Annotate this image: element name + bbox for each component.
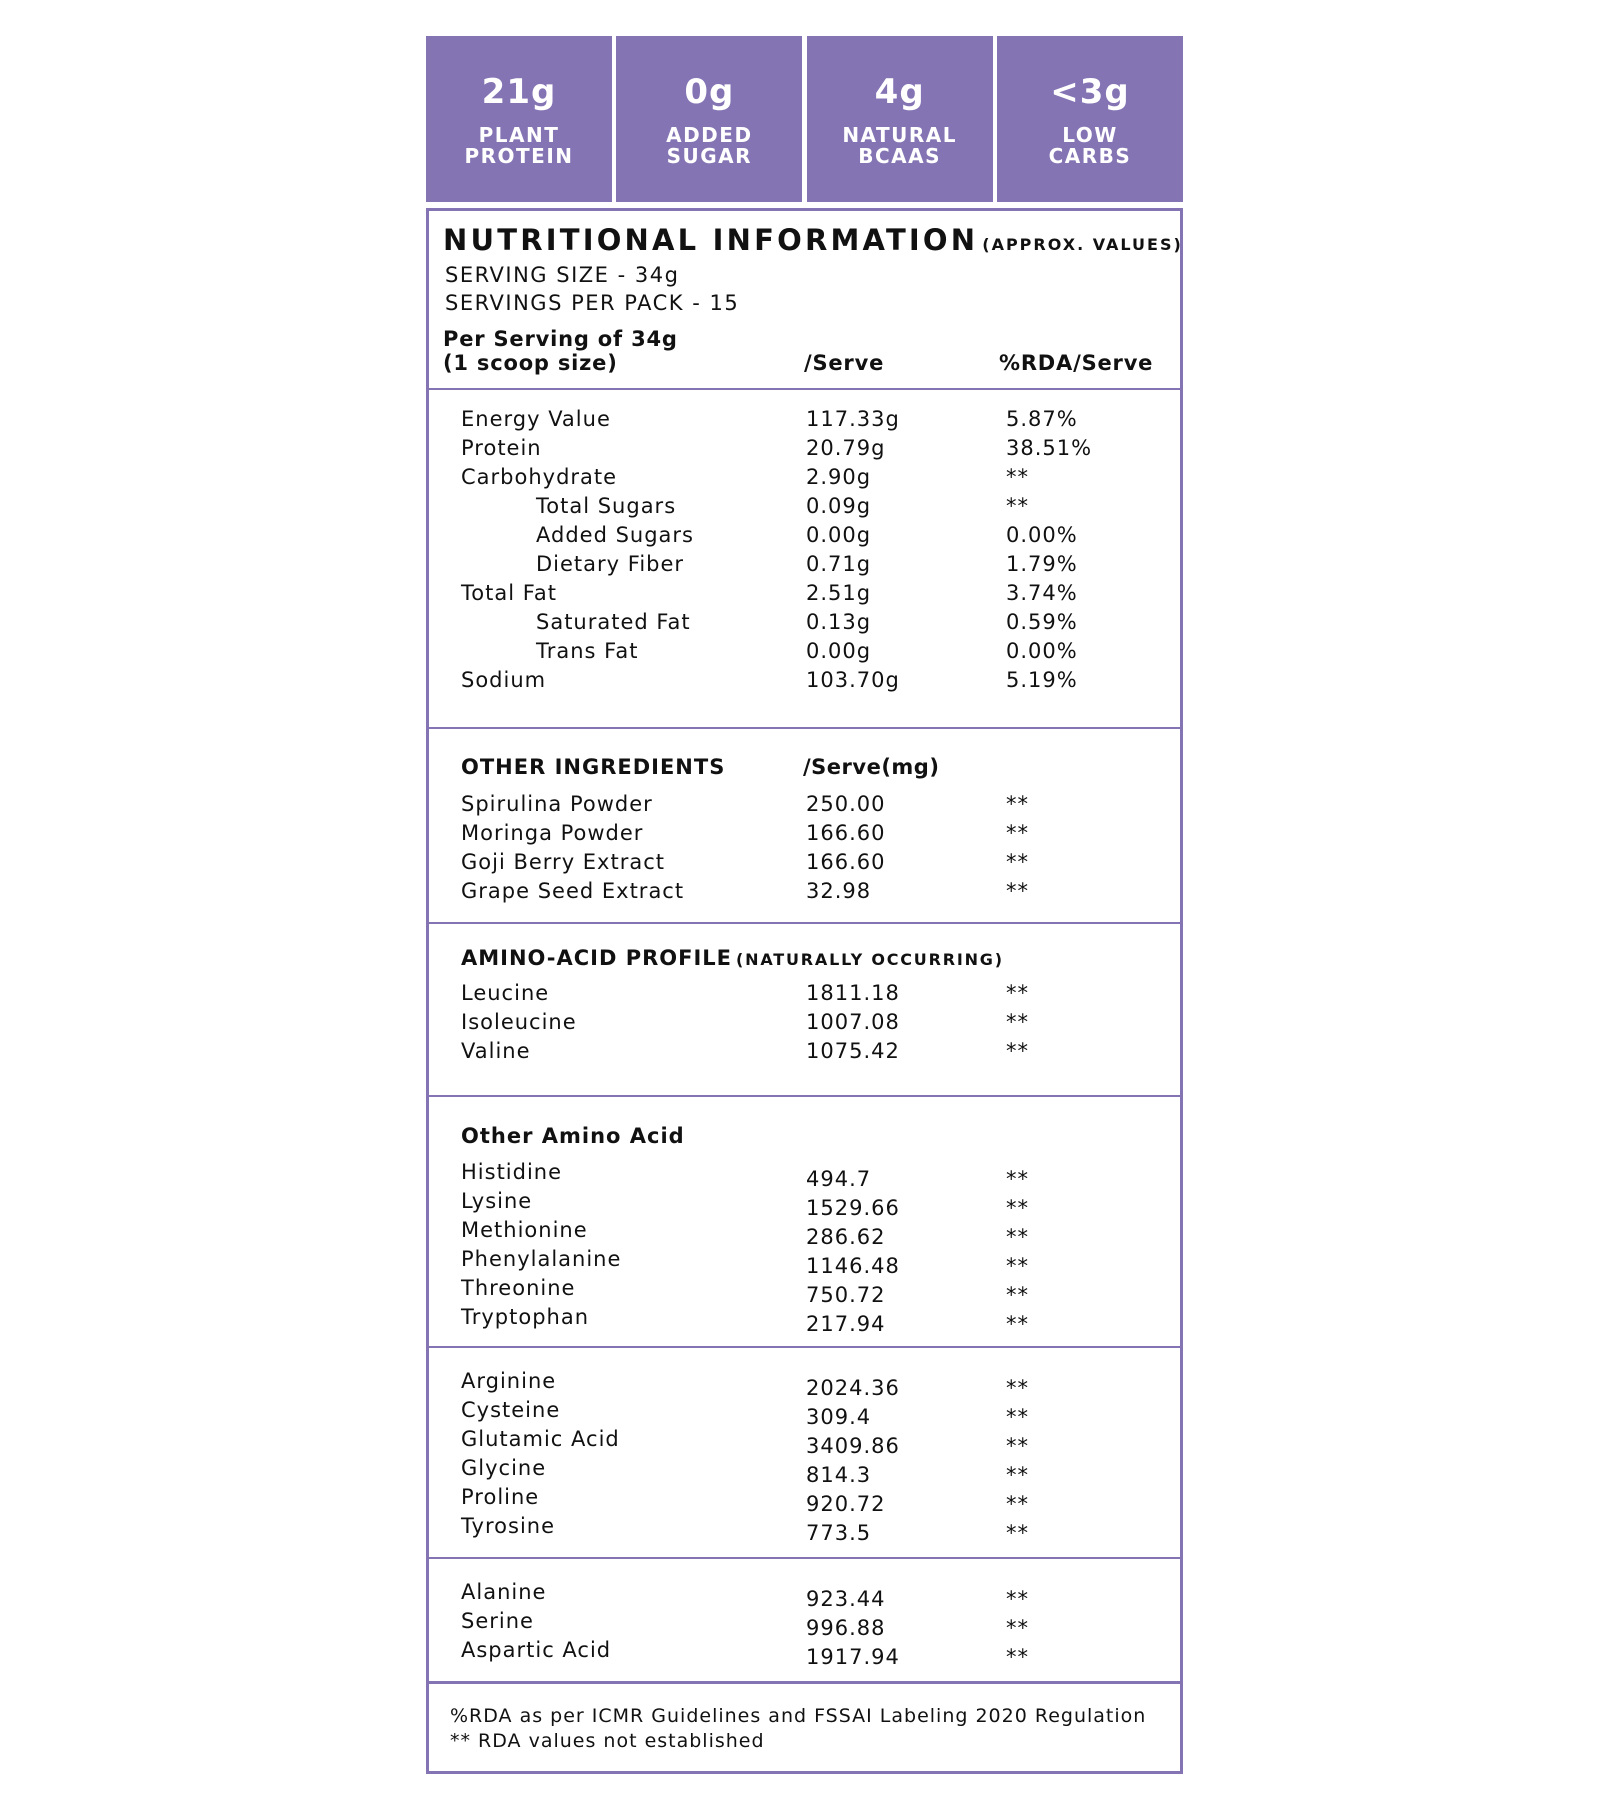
nutrient-serve: 0.71g <box>806 552 872 576</box>
amino-name: Arginine <box>461 1369 557 1393</box>
amino-row <box>429 1369 1180 1398</box>
ingredient-row <box>429 879 1180 908</box>
amino-rda: ** <box>1006 1167 1029 1191</box>
panel-title <box>443 223 1183 257</box>
nutrient-serve: 0.00g <box>806 639 872 663</box>
highlight-value: 21g <box>481 72 557 112</box>
highlight-low-carbs <box>997 36 1183 202</box>
nutrient-serve: 0.13g <box>806 610 872 634</box>
nutrient-serve: 2.51g <box>806 581 872 605</box>
amino-serve: 217.94 <box>806 1312 886 1336</box>
serving-size: SERVING SIZE - 34g <box>445 263 680 287</box>
amino-rda: ** <box>1006 1312 1029 1336</box>
amino-name: Alanine <box>461 1580 547 1604</box>
nutrient-row-energy <box>429 407 1180 436</box>
amino-serve: 286.62 <box>806 1225 886 1249</box>
nutrient-rda: 38.51% <box>1006 436 1093 460</box>
amino-name: Serine <box>461 1609 534 1633</box>
nutrient-name: Trans Fat <box>536 639 639 663</box>
amino-name: Histidine <box>461 1160 563 1184</box>
highlight-label: LOW CARBS <box>1048 123 1132 168</box>
amino-name: Glycine <box>461 1456 547 1480</box>
amino-row <box>429 1189 1180 1218</box>
nutrient-serve: 2.90g <box>806 465 872 489</box>
divider <box>429 388 1180 390</box>
amino-serve: 1811.18 <box>806 981 900 1005</box>
amino-serve: 1075.42 <box>806 1039 900 1063</box>
ingredient-rda: ** <box>1006 792 1029 816</box>
column-header-per-serving-line1: Per Serving of 34g <box>443 327 678 351</box>
amino-name: Tyrosine <box>461 1514 556 1538</box>
amino-name: Methionine <box>461 1218 588 1242</box>
nutrient-row-total-fat <box>429 581 1180 610</box>
nutrient-row-total-sugars <box>429 494 1180 523</box>
divider <box>429 1346 1180 1348</box>
nutrient-row-trans-fat <box>429 639 1180 668</box>
amino-serve: 923.44 <box>806 1587 886 1611</box>
amino-serve: 814.3 <box>806 1463 872 1487</box>
amino-row <box>429 1039 1180 1068</box>
amino-name: Valine <box>461 1039 531 1063</box>
amino-row <box>429 1276 1180 1305</box>
nutrient-rda: 0.00% <box>1006 639 1078 663</box>
ingredient-row <box>429 821 1180 850</box>
amino-serve: 2024.36 <box>806 1376 900 1400</box>
footnote-not-established: ** RDA values not established <box>450 1730 765 1752</box>
nutrient-row-sodium <box>429 668 1180 697</box>
amino-serve: 1529.66 <box>806 1196 900 1220</box>
amino-rda: ** <box>1006 1587 1029 1611</box>
other-ingredients-column-header: /Serve(mg) <box>803 755 940 779</box>
nutrient-row-added-sugars <box>429 523 1180 552</box>
amino-serve: 3409.86 <box>806 1434 900 1458</box>
divider <box>429 922 1180 924</box>
nutrient-name: Carbohydrate <box>461 465 618 489</box>
amino-name: Leucine <box>461 981 550 1005</box>
amino-rda: ** <box>1006 1225 1029 1249</box>
amino-name: Tryptophan <box>461 1305 590 1329</box>
amino-row <box>429 1638 1180 1667</box>
amino-name: Isoleucine <box>461 1010 577 1034</box>
amino-name: Cysteine <box>461 1398 561 1422</box>
amino-row <box>429 1010 1180 1039</box>
nutrient-name: Protein <box>461 436 542 460</box>
highlight-plant-protein <box>426 36 612 202</box>
amino-rda: ** <box>1006 1405 1029 1429</box>
ingredient-rda: ** <box>1006 850 1029 874</box>
amino-serve: 920.72 <box>806 1492 886 1516</box>
amino-serve: 1917.94 <box>806 1645 900 1669</box>
nutrition-panel <box>426 208 1183 1774</box>
amino-serve: 750.72 <box>806 1283 886 1307</box>
amino-serve: 996.88 <box>806 1616 886 1640</box>
nutrient-rda: 5.87% <box>1006 407 1078 431</box>
nutrient-row-carbohydrate <box>429 465 1180 494</box>
highlight-label: ADDED SUGAR <box>666 123 753 168</box>
amino-name: Glutamic Acid <box>461 1427 620 1451</box>
highlight-label: PLANT PROTEIN <box>464 123 574 168</box>
amino-rda: ** <box>1006 1196 1029 1220</box>
amino-row <box>429 1427 1180 1456</box>
ingredient-serve: 166.60 <box>806 821 886 845</box>
footnote <box>450 1704 1146 1754</box>
highlight-value: <3g <box>1050 72 1130 112</box>
nutrient-name: Energy Value <box>461 407 611 431</box>
amino-serve: 494.7 <box>806 1167 872 1191</box>
amino-row <box>429 981 1180 1010</box>
ingredient-row <box>429 850 1180 879</box>
nutrient-name: Dietary Fiber <box>536 552 685 576</box>
nutrient-serve: 117.33g <box>806 407 900 431</box>
other-ingredients-title: OTHER INGREDIENTS <box>461 755 726 779</box>
nutrient-name: Total Fat <box>461 581 557 605</box>
footnote-rda-source: %RDA as per ICMR Guidelines and FSSAI Labeling 2020 Regulation <box>450 1705 1147 1727</box>
nutrient-rda: 1.79% <box>1006 552 1078 576</box>
amino-row <box>429 1514 1180 1543</box>
ingredient-name: Grape Seed Extract <box>461 879 685 903</box>
ingredient-name: Goji Berry Extract <box>461 850 666 874</box>
amino-rda: ** <box>1006 1616 1029 1640</box>
amino-rda: ** <box>1006 1521 1029 1545</box>
amino-name: Lysine <box>461 1189 533 1213</box>
nutrient-name: Sodium <box>461 668 547 692</box>
divider <box>429 1557 1180 1559</box>
amino-serve: 1146.48 <box>806 1254 900 1278</box>
nutrient-rda: 3.74% <box>1006 581 1078 605</box>
amino-row <box>429 1485 1180 1514</box>
divider <box>429 1095 1180 1097</box>
amino-rda: ** <box>1006 981 1029 1005</box>
highlight-value: 4g <box>874 72 925 112</box>
amino-row <box>429 1456 1180 1485</box>
highlight-added-sugar <box>616 36 802 202</box>
amino-rda: ** <box>1006 1645 1029 1669</box>
nutrient-row-saturated-fat <box>429 610 1180 639</box>
amino-rda: ** <box>1006 1254 1029 1278</box>
amino-rda: ** <box>1006 1434 1029 1458</box>
ingredient-name: Moringa Powder <box>461 821 644 845</box>
column-header-serve: /Serve <box>804 351 885 375</box>
highlights-bar <box>426 36 1183 202</box>
other-amino-title: Other Amino Acid <box>461 1124 685 1148</box>
ingredient-rda: ** <box>1006 821 1029 845</box>
amino-name: Proline <box>461 1485 540 1509</box>
servings-per-pack: SERVINGS PER PACK - 15 <box>445 291 740 315</box>
ingredient-row <box>429 792 1180 821</box>
nutrient-rda: ** <box>1006 494 1029 518</box>
nutrient-rda: 5.19% <box>1006 668 1078 692</box>
column-header-per-serving-line2: (1 scoop size) <box>443 351 618 375</box>
nutrient-name: Total Sugars <box>536 494 677 518</box>
amino-row <box>429 1247 1180 1276</box>
amino-row <box>429 1218 1180 1247</box>
amino-rda: ** <box>1006 1283 1029 1307</box>
nutrient-name: Added Sugars <box>536 523 694 547</box>
amino-row <box>429 1305 1180 1334</box>
nutrient-rda: 0.59% <box>1006 610 1078 634</box>
amino-serve: 1007.08 <box>806 1010 900 1034</box>
column-header-per-serving <box>443 327 678 375</box>
amino-rda: ** <box>1006 1463 1029 1487</box>
divider <box>429 1681 1180 1684</box>
ingredient-rda: ** <box>1006 879 1029 903</box>
nutrient-row-protein <box>429 436 1180 465</box>
amino-name: Threonine <box>461 1276 576 1300</box>
ingredient-serve: 32.98 <box>806 879 872 903</box>
nutrient-serve: 0.00g <box>806 523 872 547</box>
amino-rda: ** <box>1006 1376 1029 1400</box>
nutrient-serve: 103.70g <box>806 668 900 692</box>
amino-row <box>429 1160 1180 1189</box>
panel-title-text: NUTRITIONAL INFORMATION <box>443 223 979 257</box>
amino-profile-title <box>461 946 1004 970</box>
amino-name: Phenylalanine <box>461 1247 622 1271</box>
highlight-natural-bcaas <box>807 36 993 202</box>
nutrient-serve: 20.79g <box>806 436 886 460</box>
amino-row <box>429 1398 1180 1427</box>
column-header-rda: %RDA/Serve <box>999 351 1154 375</box>
amino-name: Aspartic Acid <box>461 1638 612 1662</box>
nutrient-name: Saturated Fat <box>536 610 691 634</box>
nutrient-serve: 0.09g <box>806 494 872 518</box>
amino-row <box>429 1609 1180 1638</box>
nutrient-rda: ** <box>1006 465 1029 489</box>
ingredient-serve: 166.60 <box>806 850 886 874</box>
highlight-value: 0g <box>684 72 735 112</box>
amino-rda: ** <box>1006 1492 1029 1516</box>
amino-rda: ** <box>1006 1039 1029 1063</box>
nutrient-row-dietary-fiber <box>429 552 1180 581</box>
amino-serve: 773.5 <box>806 1521 872 1545</box>
amino-rda: ** <box>1006 1010 1029 1034</box>
amino-serve: 309.4 <box>806 1405 872 1429</box>
nutrient-rda: 0.00% <box>1006 523 1078 547</box>
ingredient-name: Spirulina Powder <box>461 792 653 816</box>
amino-profile-title-text: AMINO-ACID PROFILE <box>461 946 733 970</box>
amino-profile-note: (NATURALLY OCCURRING) <box>736 950 1004 969</box>
amino-row <box>429 1580 1180 1609</box>
highlight-label: NATURAL BCAAS <box>842 123 957 168</box>
panel-title-note: (APPROX. VALUES) <box>982 235 1183 254</box>
divider <box>429 727 1180 729</box>
ingredient-serve: 250.00 <box>806 792 886 816</box>
